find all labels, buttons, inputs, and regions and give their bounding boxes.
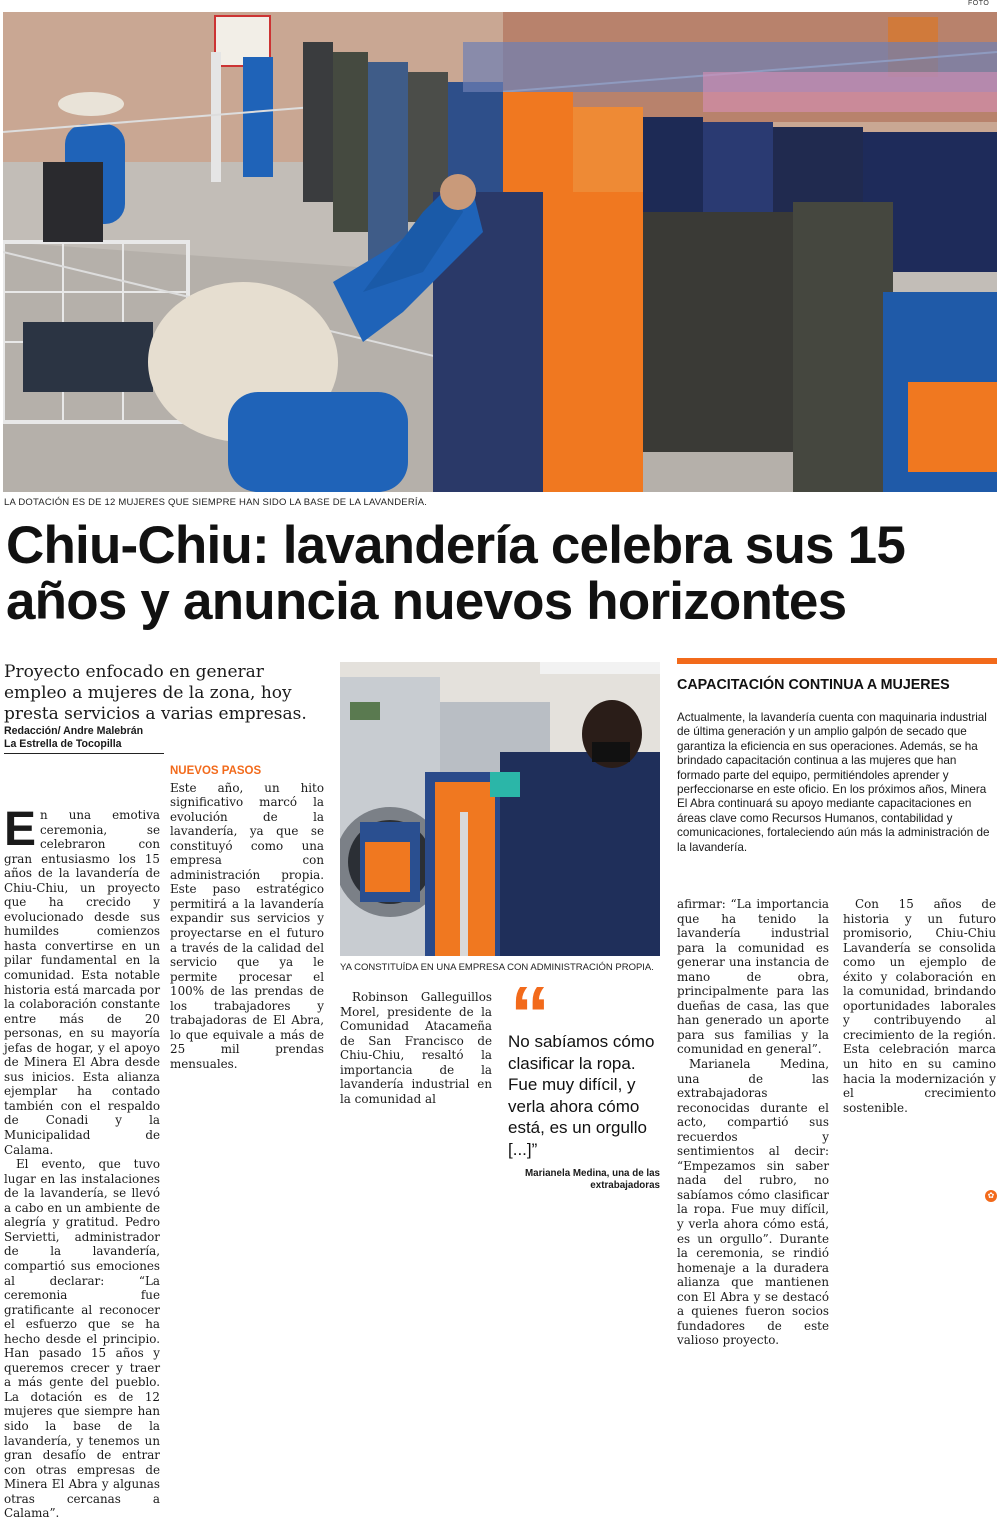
paragraph-1: En una emotiva ceremonia, se celebraron con gran entusiasmo los 15 años de la lavandería de Chiu-Chiu, un proyecto que ha crecido y evolucionado desde sus humildes comienzos hasta convertirse en un pilar fundamental en la comunidad. Esta notable historia está marcada por la colaboración constante entre más de 20 personas, en su mayoría jefas de hogar, y el apoyo de Minera El Abra desde sus inicios. Esta alianza ejemplar ha contado también con el respaldo de Conadi y la Municipalidad de Calama. (4, 803, 160, 1157)
article-column-2 (170, 756, 324, 1071)
paragraph-6: Con 15 años de historia y un futuro promisorio, Chiu-Chiu Lavandería se consolida como un ejemplo de éxito y colaboración en la comunidad, brindando oportunidades laborales y contribuyendo al crecimiento de la región. Esta celebración marca un hito en su camino hacia la modernización y el crecimiento sostenible. (843, 897, 996, 1115)
laundry-machine-illustration (340, 662, 660, 956)
byline-publication: La Estrella de Tocopilla (4, 737, 122, 750)
subsection-heading (170, 764, 324, 1071)
photo-credit-label: FOTO (968, 0, 990, 7)
sidebar-text: Actualmente, la lavandería cuenta con maquinaria industrial de última generación y un amplio galpón de secado que garantiza la eficiencia en sus operaciones. Además, se ha brindado capacitación continua a las mujeres que han formado parte del equipo, permitiéndoles aprender y perfeccionarse en este oficio. En los próximos años, Minera El Abra continuará su apoyo mediante capacitaciones en áreas clave como Recursos Humanos, contabilidad y comunicaciones, fortaleciendo aún más la administración de la lavandería. (677, 711, 990, 854)
paragraph-2: El evento, que tuvo lugar en las instalaciones de la lavandería, se llevó a cabo en un ambiente de alegría y gratitud. Pedro Servietti, administrador de la lavandería, compartió sus emociones al declarar: “La ceremonia fue gratificante al reconocer el esfuerzo que se ha hecho desde el principio. Han pasado 15 años y queremos crecer y traer a más gente del pueblo. La dotación es de 12 mujeres que siempre han sido la base de la lavandería, y tenemos un gran desafío de entrar con otras empresas de Minera El Abra y algunas otras cercanas a Calama”. (4, 1157, 160, 1521)
secondary-photo-caption: YA CONSTITUÍDA EN UNA EMPRESA CON ADMINISTRACIÓN PROPIA. (340, 962, 654, 973)
laundry-drying-illustration (3, 12, 997, 492)
paragraph-3: Este año, un hito significativo marcó la evolución de la lavandería, ya que se constituyó como una empresa con administración propia. Este paso estratégico permitirá a la lavandería expandir sus servicios y proyectarse en el futuro a través de la calidad del servicio que ya le permite procesar el 100% de las prendas de los trabajadores y trabajadoras de El Abra, lo que equivale a más de 25 mil prendas mensuales. (170, 780, 324, 1071)
article-column-4 (677, 897, 829, 1348)
secondary-photo (340, 662, 660, 956)
quote-text: No sabíamos cómo clasificar la ropa. Fue muy difícil, y verla ahora cómo está, es un orgullo [...]” (508, 1032, 655, 1159)
paragraph-5: Marianela Medina, una de las extrabajadoras reconocidas durante el acto, compartió sus recuerdos y sentimientos al decir: “Empezamos sin saber nada del rubro, no sabíamos cómo clasificar la ropa. Fue muy difícil, y verla ahora cómo está, es un orgullo”. Durante la ceremonia, se rindió homenaje a la duradera alianza que mantienen con El Abra y se destacó a quienes fueron socios fundadores de este valioso proyecto. (677, 1057, 829, 1348)
article-column-5 (843, 897, 996, 1115)
quote-attribution: Marianela Medina, una de las extrabajadoras (524, 1168, 660, 1191)
paragraph-4: Robinson Galleguillos Morel, presidente de la Comunidad Atacameña de San Francisco de Chiu-Chiu, resaltó la importancia de la lavandería industrial en la comunidad al (340, 990, 492, 1106)
hero-photo (3, 12, 997, 492)
drop-cap: E (4, 803, 37, 856)
byline-author: Redacción/ Andre Malebrán (4, 725, 144, 737)
article-column-3 (340, 990, 492, 1106)
hero-photo-caption: LA DOTACIÓN ES DE 12 MUJERES QUE SIEMPRE HAN SIDO LA BASE DE LA LAVANDERÍA. (4, 497, 428, 508)
byline (4, 725, 164, 754)
paragraph-4-continued: afirmar: “La importancia que ha tenido la lavandería industrial para la comunidad es generar una instancia de mano de obra, principalmente para las dueñas de casa, las que han generado un aporte para sus familias y la comunidad en general”. (677, 897, 829, 1057)
section-subtitle: NUEVOS PASOS (170, 765, 262, 777)
article-column-1 (4, 803, 160, 1521)
article-headline: Chiu-Chiu: lavandería celebra sus 15 años y anuncia nuevos horizontes (6, 516, 906, 631)
sidebar-accent-bar (677, 658, 997, 664)
end-of-article-icon: ✿ (985, 1190, 997, 1202)
quote-mark-icon: “ (510, 970, 550, 1059)
pull-quote (508, 970, 660, 1192)
sidebar-title: CAPACITACIÓN CONTINUA A MUJERES (677, 677, 950, 693)
article-subhead: Proyecto enfocado en generar empleo a mujeres de la zona, hoy presta servicios a varias empresas. (4, 662, 307, 724)
